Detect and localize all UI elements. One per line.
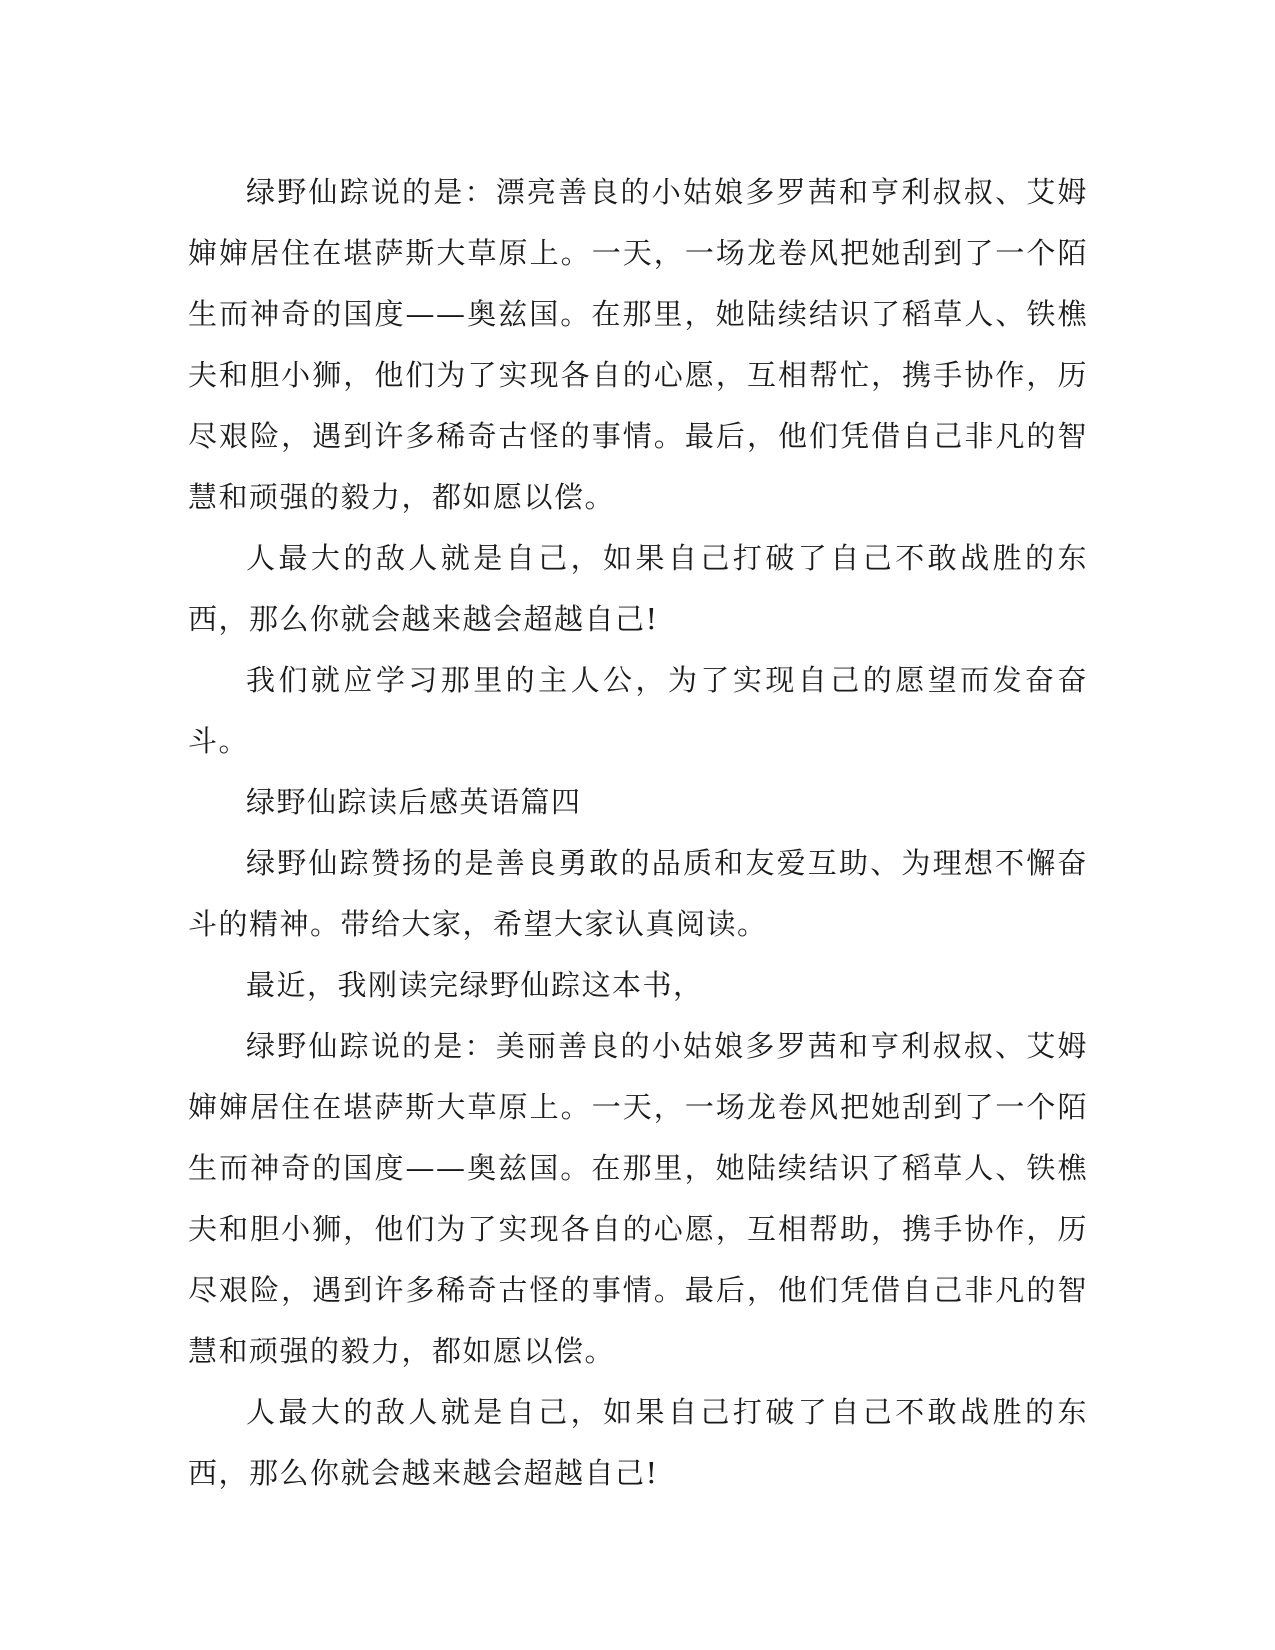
paragraph-self-reflection-1: 人最大的敌人就是自己，如果自己打破了自己不敢战胜的东西，那么你就会越来越会超越自己! xyxy=(188,541,1088,636)
paragraph-recent-reading: 最近，我刚读完绿野仙踪这本书， xyxy=(246,968,704,1002)
paragraph-lesson: 我们就应学习那里的主人公，为了实现自己的愿望而发奋奋斗。 xyxy=(188,663,1088,758)
paragraph-self-reflection-2: 人最大的敌人就是自己，如果自己打破了自己不敢战胜的东西，那么你就会越来越会超越自己! xyxy=(188,1395,1088,1490)
section-heading: 绿野仙踪读后感英语篇四 xyxy=(246,785,582,819)
document-body xyxy=(188,162,1088,1504)
paragraph-story-summary-1: 绿野仙踪说的是：漂亮善良的小姑娘多罗茜和亨利叔叔、艾姆婶婶居住在堪萨斯大草原上。一天，一场龙卷风把她刮到了一个陌生而神奇的国度——奥兹国。在那里，她陆续结识了稻草人、铁樵夫和胆小狮，他们为了实现各自的心愿，互相帮忙，携手协作，历尽艰险，遇到许多稀奇古怪的事情。最后，他们凭借自己非凡的智慧和顽强的毅力，都如愿以偿。 xyxy=(188,175,1088,514)
paragraph-praise: 绿野仙踪赞扬的是善良勇敢的品质和友爱互助、为理想不懈奋斗的精神。带给大家，希望大家认真阅读。 xyxy=(188,846,1088,941)
paragraph-story-summary-2: 绿野仙踪说的是：美丽善良的小姑娘多罗茜和亨利叔叔、艾姆婶婶居住在堪萨斯大草原上。一天，一场龙卷风把她刮到了一个陌生而神奇的国度——奥兹国。在那里，她陆续结识了稻草人、铁樵夫和胆小狮，他们为了实现各自的心愿，互相帮助，携手协作，历尽艰险，遇到许多稀奇古怪的事情。最后，他们凭借自己非凡的智慧和顽强的毅力，都如愿以偿。 xyxy=(188,1029,1088,1368)
